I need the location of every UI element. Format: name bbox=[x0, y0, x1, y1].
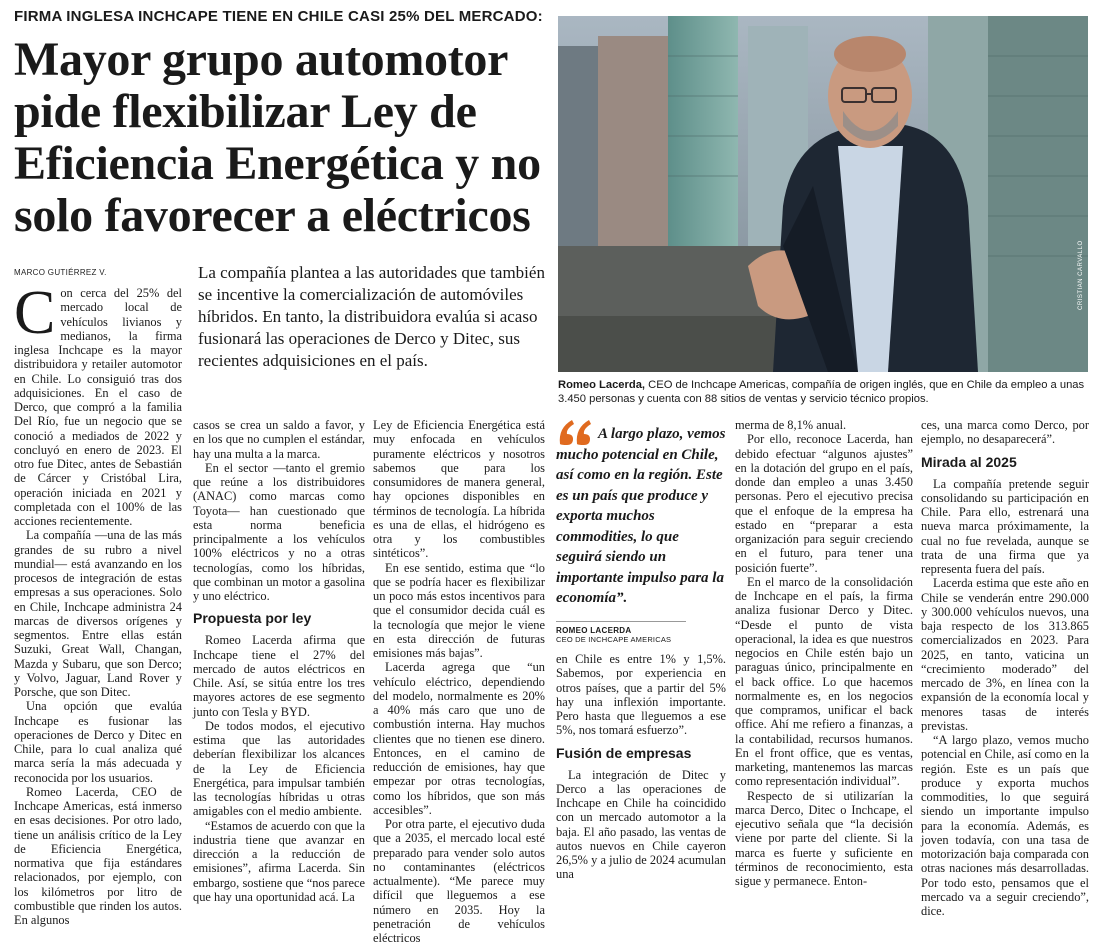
subheading-mirada: Mirada al 2025 bbox=[921, 453, 1017, 470]
paragraph: “A largo plazo, vemos mucho potencial en Chile, así como en la región. Este es un país que produce y exporta muchos commodities, lo que seguirá siendo un importante impulso para la economía. Además, es joven todavía, con una tasa de motorización baja comparada con otras naciones más desarrolladas. Por todo esto, pensamos que el mercado va a seguir creciendo”, dice. bbox=[921, 733, 1089, 918]
paragraph: La integración de Ditec y Derco a las operaciones de Inchcape en Chile ha coincidido con un mercado automotor a la baja. El año pasado, las ventas de autos nuevos en Chile cayeron 26,5% y a julio de 2024 acumulan una bbox=[556, 767, 726, 882]
paragraph: En el sector —tanto el gremio que reúne a los distribuidores (ANAC) como marcas como Toyota— han cuestionado que esta norma beneficia principalmente a los vehículos 100% eléctricos y no a otras tecnologías, como los híbridas, que combinan un motor a gasolina y uno eléctrico. bbox=[193, 460, 365, 603]
paragraph: La compañía pretende seguir consolidando su participación en Chile. Para ello, estrenará una nueva marca próximamente, la cual no fue revelada, aunque se trata de una firma que ya representa fuera del país. bbox=[921, 476, 1089, 576]
kicker: FIRMA INGLESA INCHCAPE TIENE EN CHILE CASI 25% DEL MERCADO: bbox=[14, 8, 543, 25]
lead-paragraph: La compañía plantea a las autoridades que también se incentive la comercialización de automóviles híbridos. En tanto, la distribuidora evalúa si acaso fusionará las operaciones de Derco y Ditec, sus recientes adquisiciones en el país. bbox=[198, 263, 545, 370]
column-1 bbox=[14, 279, 182, 927]
paragraph: La compañía —una de las más grandes de su rubro a nivel mundial— está avanzando en los procesos de integración de estas empresas a sus operaciones. Solo en Chile, Inchcape administra 24 marcas de diversos orígenes y segmentos. Entre ellas están Suzuki, Great Wall, Changan, Mazda y Subaru, que son Derco; y Volvo, Jaguar, Land Rover y Porsche, que son Ditec. bbox=[14, 528, 182, 699]
headline-bold: flexibilizar Ley de Eficiencia Energética bbox=[14, 85, 477, 190]
headline bbox=[14, 34, 544, 242]
paragraph: Por otra parte, el ejecutivo duda que a 2035, el mercado local esté preparado para vender solo autos no contaminantes (eléctricos actualmente). “Me parece muy difícil que lleguemos a ese número en 2035. Hoy la penetración de vehículos eléctricos bbox=[373, 817, 545, 945]
column-6 bbox=[921, 418, 1089, 918]
caption-text: CEO de Inchcape Americas, compañía de origen inglés, que en Chile da empleo a unas 3.450 personas y cuenta con 88 sitios de ventas y servicio técnico propios. bbox=[558, 379, 1085, 405]
paragraph: en Chile es entre 1% y 1,5%. Sabemos, por experiencia en otros países, que a partir del 5% hay una inflexión importante. Pero hasta que lleguemos a ese 5%, nos tomará esfuerzo”. bbox=[556, 652, 726, 738]
column-4 bbox=[556, 652, 726, 882]
photo-illustration bbox=[558, 16, 1088, 372]
column-2 bbox=[193, 418, 365, 904]
photo-caption bbox=[558, 378, 1088, 406]
paragraph: Respecto de si utilizarían la marca Derco, Ditec o Inchcape, el ejecutivo señala que “la decisión viene por parte del cliente. Si la marca es fuerte y suficiente en términos de reconocimiento, esta sigue y permanece. Enton- bbox=[735, 788, 913, 888]
paragraph: ces, una marca como Derco, por ejemplo, no desaparecerá”. bbox=[921, 418, 1089, 447]
paragraph: Lacerda agrega que “un vehículo eléctrico, dependiendo del modelo, normalmente es 20% a 40% más caro que uno de combustión interna. Hay muchos clientes que no tienen ese dinero. Entonces, en el camino de reducción de emisiones, hay que empezar por otras tecnologías, como los híbridos, que son más accesibles”. bbox=[373, 660, 545, 817]
quote-role: CEO DE INCHCAPE AMERICAS bbox=[556, 634, 672, 644]
paragraph: “Estamos de acuerdo con que la industria tiene que avanzar en dirección a la reducción de emisiones”, afirma Lacerda. Sin embargo, sostiene que “nos parece que hay una oportunidad acá. La bbox=[193, 818, 365, 904]
quote-author: ROMEO LACERDA bbox=[556, 621, 686, 635]
paragraph: Romeo Lacerda, CEO de Inchcape Americas, está inmerso en esas decisiones. Por otro lado, tiene un análisis crítico de la Ley de Eficiencia Energética, normativa que fija estándares relacionados, por ejemplo, con los kilómetros por litro de combustible que rinden los autos. En algunos bbox=[14, 784, 182, 927]
paragraph: merma de 8,1% anual. bbox=[735, 418, 847, 432]
paragraph: Lacerda estima que este año en Chile se venderán entre 290.000 y 300.000 vehículos nuevos, una baja respecto de los 313.865 comercializados en 2023. Para 2025, en tanto, vaticina un “crecimiento moderado” del mercado de 3%, en línea con la expansión de la economía local y menores tasas de interés previstas. bbox=[921, 576, 1089, 733]
subheading-fusion: Fusión de empresas bbox=[556, 744, 692, 761]
paragraph: En ese sentido, estima que “lo que se podría hacer es flexibilizar un poco más estos incentivos para que el consumidor decida cuál es la tecnología que mejor le viene en esta dirección de futuras emisiones más bajas”. bbox=[373, 560, 545, 660]
article-photo bbox=[558, 16, 1088, 372]
dropcap: C bbox=[14, 279, 56, 347]
paragraph: Romeo Lacerda afirma que Inchcape tiene el 27% del mercado de autos eléctricos en Chile. Así, se sitúa entre los tres mayores actores de ese segmento junto con Tesla y BYD. bbox=[193, 633, 365, 719]
headline-part1: Mayor grupo automotor pide bbox=[14, 33, 508, 138]
paragraph: En el marco de la consolidación de Inchcape en el país, la firma analiza fusionar Derco y Ditec. “Desde el punto de vista operacional, la idea es que nuestros negocios en Chile estén bajo un paraguas único, principalmente en el back office. Lo que hacemos normalmente es, en los negocios que compramos, unificar el back office. Ahí me refiero a finanzas, a la contabilidad, recursos humanos. En el front office, que es ventas, marketing, mantenemos las marcas como representación individual”. bbox=[735, 574, 913, 789]
pull-quote bbox=[556, 418, 726, 644]
quote-mark-icon bbox=[558, 418, 592, 446]
paragraph: Una opción que evalúa Inchcape es fusionar las operaciones de Derco y Ditec en Chile, para lo cual analiza qué marca sería la más adecuada y reconocida por los usuarios. bbox=[14, 699, 182, 785]
column-5 bbox=[735, 418, 913, 888]
subheading-propuesta: Propuesta por ley bbox=[193, 610, 312, 627]
byline: MARCO GUTIÉRREZ V. bbox=[14, 268, 107, 277]
photo-credit: CRISTIAN CARVALLO bbox=[1078, 240, 1084, 310]
paragraph: Ley de Eficiencia Energética está muy enfocada en vehículos puramente eléctricos y nosotros sabemos que para los consumidores de manera general, hay opciones disponibles en términos de tecnología. La híbrida es una de ellas, el hidrógeno es otra y los combustibles sintéticos”. bbox=[373, 418, 545, 561]
paragraph: De todos modos, el ejecutivo estima que las autoridades deberían flexibilizar los alcances de la Ley de Eficiencia Energética, para impulsar también las tecnologías híbridas u otras amigables con el medio ambiente. bbox=[193, 718, 365, 819]
paragraph: on cerca del 25% del mercado local de vehículos livianos y medianos, la firma inglesa Inchcape es la mayor distribuidora y retailer automotor en Chile. Lo consiguió tras dos adquisiciones. En el caso de Derco, que compró a la familia Del Río, fue un negocio que se conoció a mediados de 2022 y concluyó en enero de 2023. El otro fue Ditec, antes de Sebastián de Cárcer y Cristóbal Lira, operación iniciada en 2021 y completada con el 100% de las acciones recientemente. bbox=[14, 286, 182, 528]
quote-text: A largo plazo, vemos mucho potencial en Chile, así como en la región. Este es un país que produce y exporta muchos commodities, lo que seguirá siendo un importante impulso para la economía”. bbox=[556, 426, 726, 606]
paragraph: casos se crea un saldo a favor, y en los que no cumplen el estándar, hay una multa a la marca. bbox=[193, 418, 365, 461]
paragraph: Por ello, reconoce Lacerda, han debido efectuar “algunos ajustes” en la dotación del grupo en el país, donde dan empleo a unas 3.450 personas. Pero el ejecutivo precisa que el enfoque de la empresa ha estado en “preparar a esta organización para seguir creciendo en el futuro, para tener una posición fuerte”. bbox=[735, 432, 913, 575]
column-3 bbox=[373, 418, 545, 945]
headline-part2: y no solo favorecer a eléctricos bbox=[14, 137, 541, 242]
caption-name: Romeo Lacerda, bbox=[558, 379, 646, 391]
